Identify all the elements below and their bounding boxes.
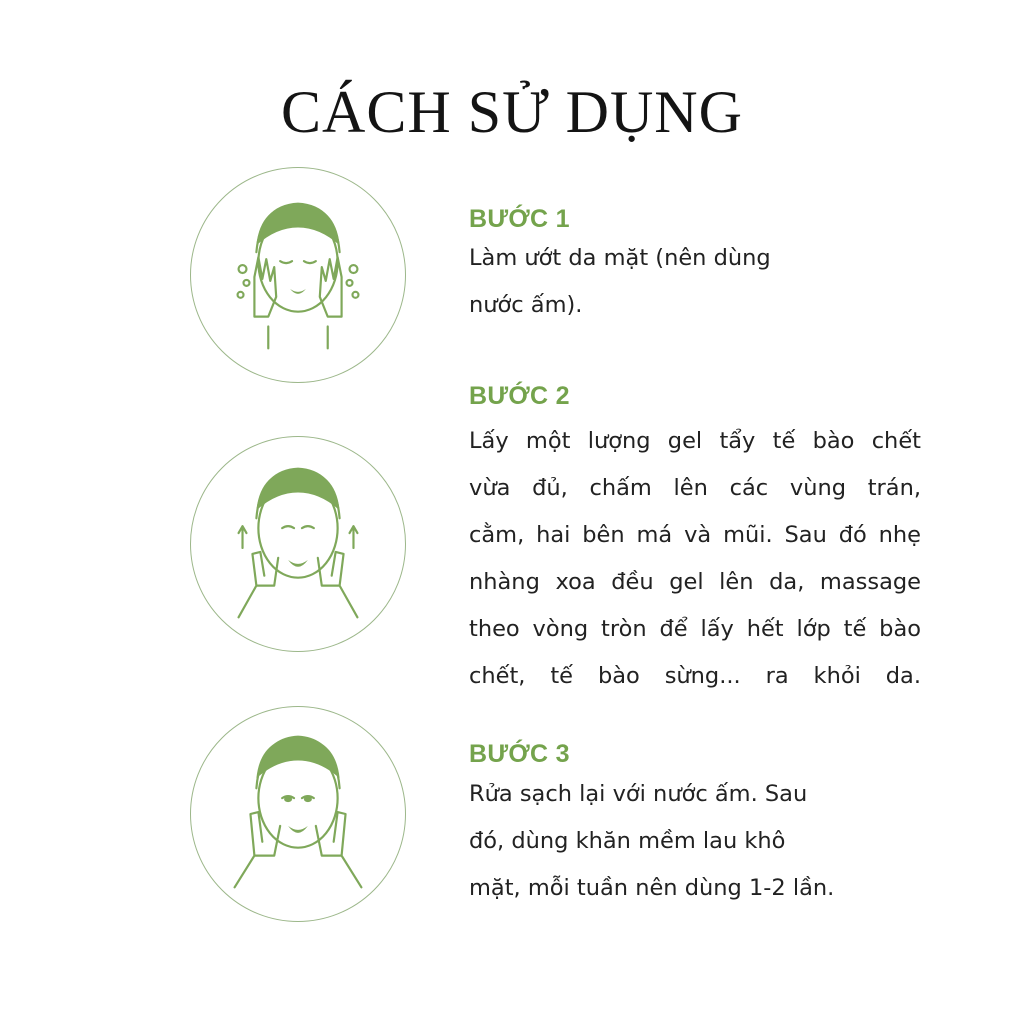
step-3-line: đó, dùng khăn mềm lau khô [469, 828, 786, 854]
step-2-line: theo vòng tròn để lấy hết lớp tế bào [469, 616, 921, 642]
step-2-heading: BƯỚC 2 [469, 382, 570, 410]
page-title: CÁCH SỬ DỤNG [281, 79, 743, 145]
step-1-line: nước ấm). [469, 292, 583, 318]
face-rinsing-icon [191, 707, 405, 921]
step-2-line: vừa đủ, chấm lên các vùng trán, [469, 475, 921, 501]
step-2-illustration [190, 436, 406, 652]
step-3-line: Rửa sạch lại với nước ấm. Sau [469, 781, 808, 807]
step-1-heading: BƯỚC 1 [469, 205, 570, 233]
step-2-line: chết, tế bào sừng... ra khỏi da. [469, 663, 921, 689]
step-3-line: mặt, mỗi tuần nên dùng 1-2 lần. [469, 875, 835, 901]
step-1-description [469, 235, 771, 329]
step-2-line: Lấy một lượng gel tẩy tế bào chết [469, 428, 921, 454]
step-2-description [469, 418, 921, 700]
face-massage-icon [191, 437, 405, 651]
step-3-description [469, 771, 834, 912]
face-washing-icon [191, 168, 405, 382]
step-1-line: Làm ướt da mặt (nên dùng [469, 245, 771, 271]
step-1-illustration [190, 167, 406, 383]
step-2-line: cằm, hai bên má và mũi. Sau đó nhẹ [469, 522, 921, 548]
step-3-illustration [190, 706, 406, 922]
step-2-line: nhàng xoa đều gel lên da, massage [469, 569, 921, 595]
step-3-heading: BƯỚC 3 [469, 740, 570, 768]
